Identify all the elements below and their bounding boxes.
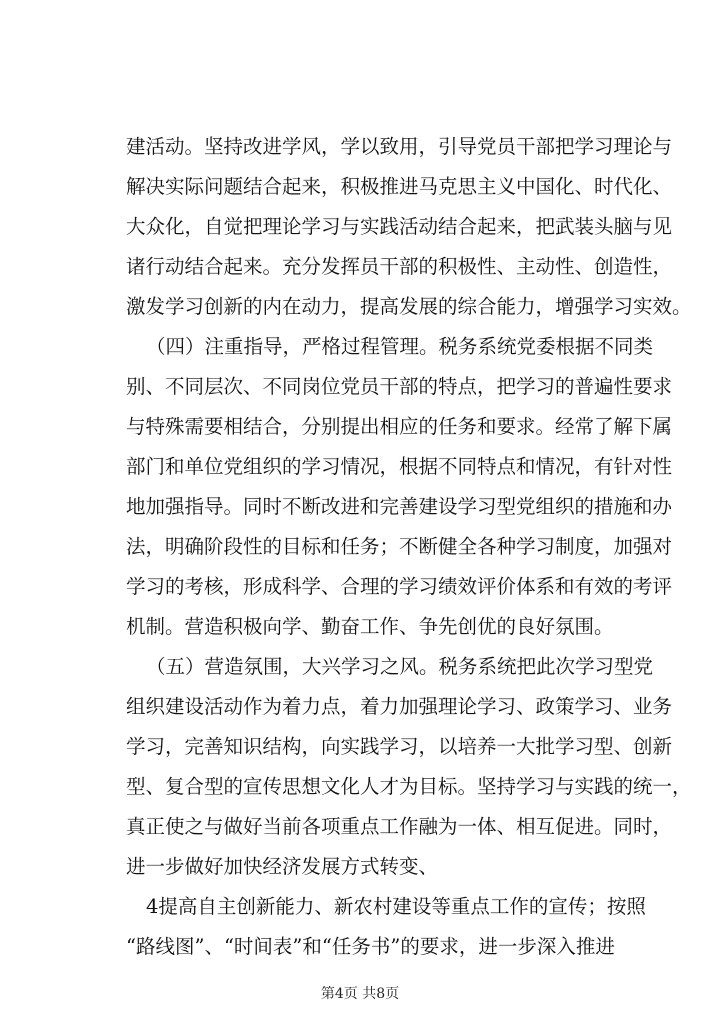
text-line: “路线图”、“时间表”和“任务书”的要求，进一步深入推进 bbox=[126, 935, 615, 958]
text-line: 解决实际问题结合起来，积极推进马克思主义中国化、时代化、 bbox=[126, 175, 673, 198]
text-line: 激发学习创新的内在动力，提高发展的综合能力，增强学习实效。 bbox=[126, 295, 692, 318]
text-line: 进一步做好加快经济发展方式转变、 bbox=[126, 855, 439, 878]
text-line: 法，明确阶段性的目标和任务；不断健全各种学习制度，加强对 bbox=[126, 535, 673, 558]
text-line: 学习，完善知识结构，向实践学习，以培养一大批学习型、创新 bbox=[126, 735, 673, 758]
text-line: 别、不同层次、不同岗位党员干部的特点，把学习的普遍性要求 bbox=[126, 375, 673, 398]
text-line: 地加强指导。同时不断改进和完善建设学习型党组织的措施和办 bbox=[126, 495, 673, 518]
text-line: （五）营造氛围，大兴学习之风。税务系统把此次学习型党 bbox=[146, 655, 654, 678]
text-line: 型、复合型的宣传思想文化人才为目标。坚持学习与实践的统一， bbox=[126, 775, 692, 798]
text-line: 组织建设活动作为着力点，着力加强理论学习、政策学习、业务 bbox=[126, 695, 673, 718]
text-line: 大众化，自觉把理论学习与实践活动结合起来，把武装头脑与见 bbox=[126, 215, 673, 238]
text-line: 4提高自主创新能力、新农村建设等重点工作的宣传；按照 bbox=[146, 895, 646, 918]
text-line: 学习的考核，形成科学、合理的学习绩效评价体系和有效的考评 bbox=[126, 575, 673, 598]
text-line: 机制。营造积极向学、勤奋工作、争先创优的良好氛围。 bbox=[126, 615, 614, 638]
text-line: 真正使之与做好当前各项重点工作融为一体、相互促进。同时， bbox=[126, 815, 673, 838]
text-line: 建活动。坚持改进学风，学以致用，引导党员干部把学习理论与 bbox=[126, 135, 673, 158]
text-line: 与特殊需要相结合，分别提出相应的任务和要求。经常了解下属 bbox=[126, 415, 673, 438]
text-line: 部门和单位党组织的学习情况，根据不同特点和情况，有针对性 bbox=[126, 455, 673, 478]
text-line: 诸行动结合起来。充分发挥员干部的积极性、主动性、创造性， bbox=[126, 255, 673, 278]
text-line: （四）注重指导，严格过程管理。税务系统党委根据不同类 bbox=[146, 335, 654, 358]
page-number-footer: 第4页 共8页 bbox=[320, 986, 400, 1002]
